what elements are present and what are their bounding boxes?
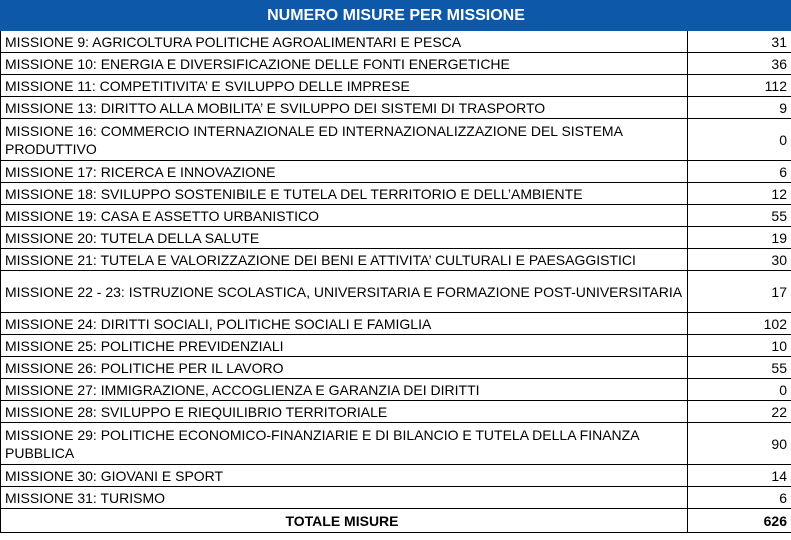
- table-row: [1, 423, 791, 465]
- mission-count: 14: [688, 465, 791, 487]
- table-row: [1, 249, 791, 271]
- mission-label: MISSIONE 21: TUTELA E VALORIZZAZIONE DEI BENI E ATTIVITA’ CULTURALI E PAESAGGISTICI: [1, 249, 688, 271]
- mission-count: 0: [688, 379, 791, 401]
- table-row: [1, 313, 791, 335]
- mission-label: MISSIONE 20: TUTELA DELLA SALUTE: [1, 227, 688, 249]
- mission-count: 12: [688, 183, 791, 205]
- mission-count: 22: [688, 401, 791, 423]
- mission-label: MISSIONE 17: RICERCA E INNOVAZIONE: [1, 161, 688, 183]
- mission-label: MISSIONE 22 - 23: ISTRUZIONE SCOLASTICA, UNIVERSITARIA E FORMAZIONE POST-UNIVERSITARIA: [1, 271, 688, 313]
- mission-count: 31: [688, 31, 791, 53]
- mission-label: MISSIONE 24: DIRITTI SOCIALI, POLITICHE SOCIALI E FAMIGLIA: [1, 313, 688, 335]
- total-value: 626: [688, 509, 791, 533]
- mission-label: MISSIONE 26: POLITICHE PER IL LAVORO: [1, 357, 688, 379]
- mission-label: MISSIONE 31: TURISMO: [1, 487, 688, 509]
- mission-label: MISSIONE 28: SVILUPPO E RIEQUILIBRIO TERRITORIALE: [1, 401, 688, 423]
- mission-count: 19: [688, 227, 791, 249]
- mission-count: 30: [688, 249, 791, 271]
- table-row: [1, 31, 791, 53]
- mission-count: 102: [688, 313, 791, 335]
- mission-count: 6: [688, 487, 791, 509]
- mission-count: 36: [688, 53, 791, 75]
- mission-count: 112: [688, 75, 791, 97]
- table-header-row: [1, 1, 791, 31]
- mission-count: 10: [688, 335, 791, 357]
- mission-label: MISSIONE 11: COMPETITIVITA’ E SVILUPPO DELLE IMPRESE: [1, 75, 688, 97]
- mission-label: MISSIONE 18: SVILUPPO SOSTENIBILE E TUTELA DEL TERRITORIO E DELL’AMBIENTE: [1, 183, 688, 205]
- mission-count: 6: [688, 161, 791, 183]
- table-row: [1, 205, 791, 227]
- mission-count: 0: [688, 119, 791, 161]
- mission-label: MISSIONE 10: ENERGIA E DIVERSIFICAZIONE DELLE FONTI ENERGETICHE: [1, 53, 688, 75]
- mission-label: MISSIONE 9: AGRICOLTURA POLITICHE AGROALIMENTARI E PESCA: [1, 31, 688, 53]
- table-row: [1, 487, 791, 509]
- table-row: [1, 75, 791, 97]
- table-row: [1, 119, 791, 161]
- mission-label: MISSIONE 29: POLITICHE ECONOMICO-FINANZIARIE E DI BILANCIO E TUTELA DELLA FINANZA PUBBLICA: [1, 423, 688, 465]
- table-row: [1, 401, 791, 423]
- mission-count: 55: [688, 205, 791, 227]
- table-row: [1, 227, 791, 249]
- table-row: [1, 271, 791, 313]
- mission-count: 55: [688, 357, 791, 379]
- mission-label: MISSIONE 25: POLITICHE PREVIDENZIALI: [1, 335, 688, 357]
- total-row: [1, 509, 791, 533]
- table-row: [1, 161, 791, 183]
- table-row: [1, 379, 791, 401]
- table-row: [1, 53, 791, 75]
- table-row: [1, 357, 791, 379]
- total-label: TOTALE MISURE: [1, 509, 688, 533]
- table-row: [1, 97, 791, 119]
- mission-label: MISSIONE 19: CASA E ASSETTO URBANISTICO: [1, 205, 688, 227]
- mission-count: 9: [688, 97, 791, 119]
- mission-label: MISSIONE 27: IMMIGRAZIONE, ACCOGLIENZA E GARANZIA DEI DIRITTI: [1, 379, 688, 401]
- mission-label: MISSIONE 13: DIRITTO ALLA MOBILITA’ E SVILUPPO DEI SISTEMI DI TRASPORTO: [1, 97, 688, 119]
- table-row: [1, 465, 791, 487]
- mission-label: MISSIONE 30: GIOVANI E SPORT: [1, 465, 688, 487]
- table-row: [1, 183, 791, 205]
- table-row: [1, 335, 791, 357]
- table-title: NUMERO MISURE PER MISSIONE: [1, 1, 791, 31]
- mission-count: 90: [688, 423, 791, 465]
- mission-count: 17: [688, 271, 791, 313]
- mission-label: MISSIONE 16: COMMERCIO INTERNAZIONALE ED INTERNAZIONALIZZAZIONE DEL SISTEMA PRODUTTIVO: [1, 119, 688, 161]
